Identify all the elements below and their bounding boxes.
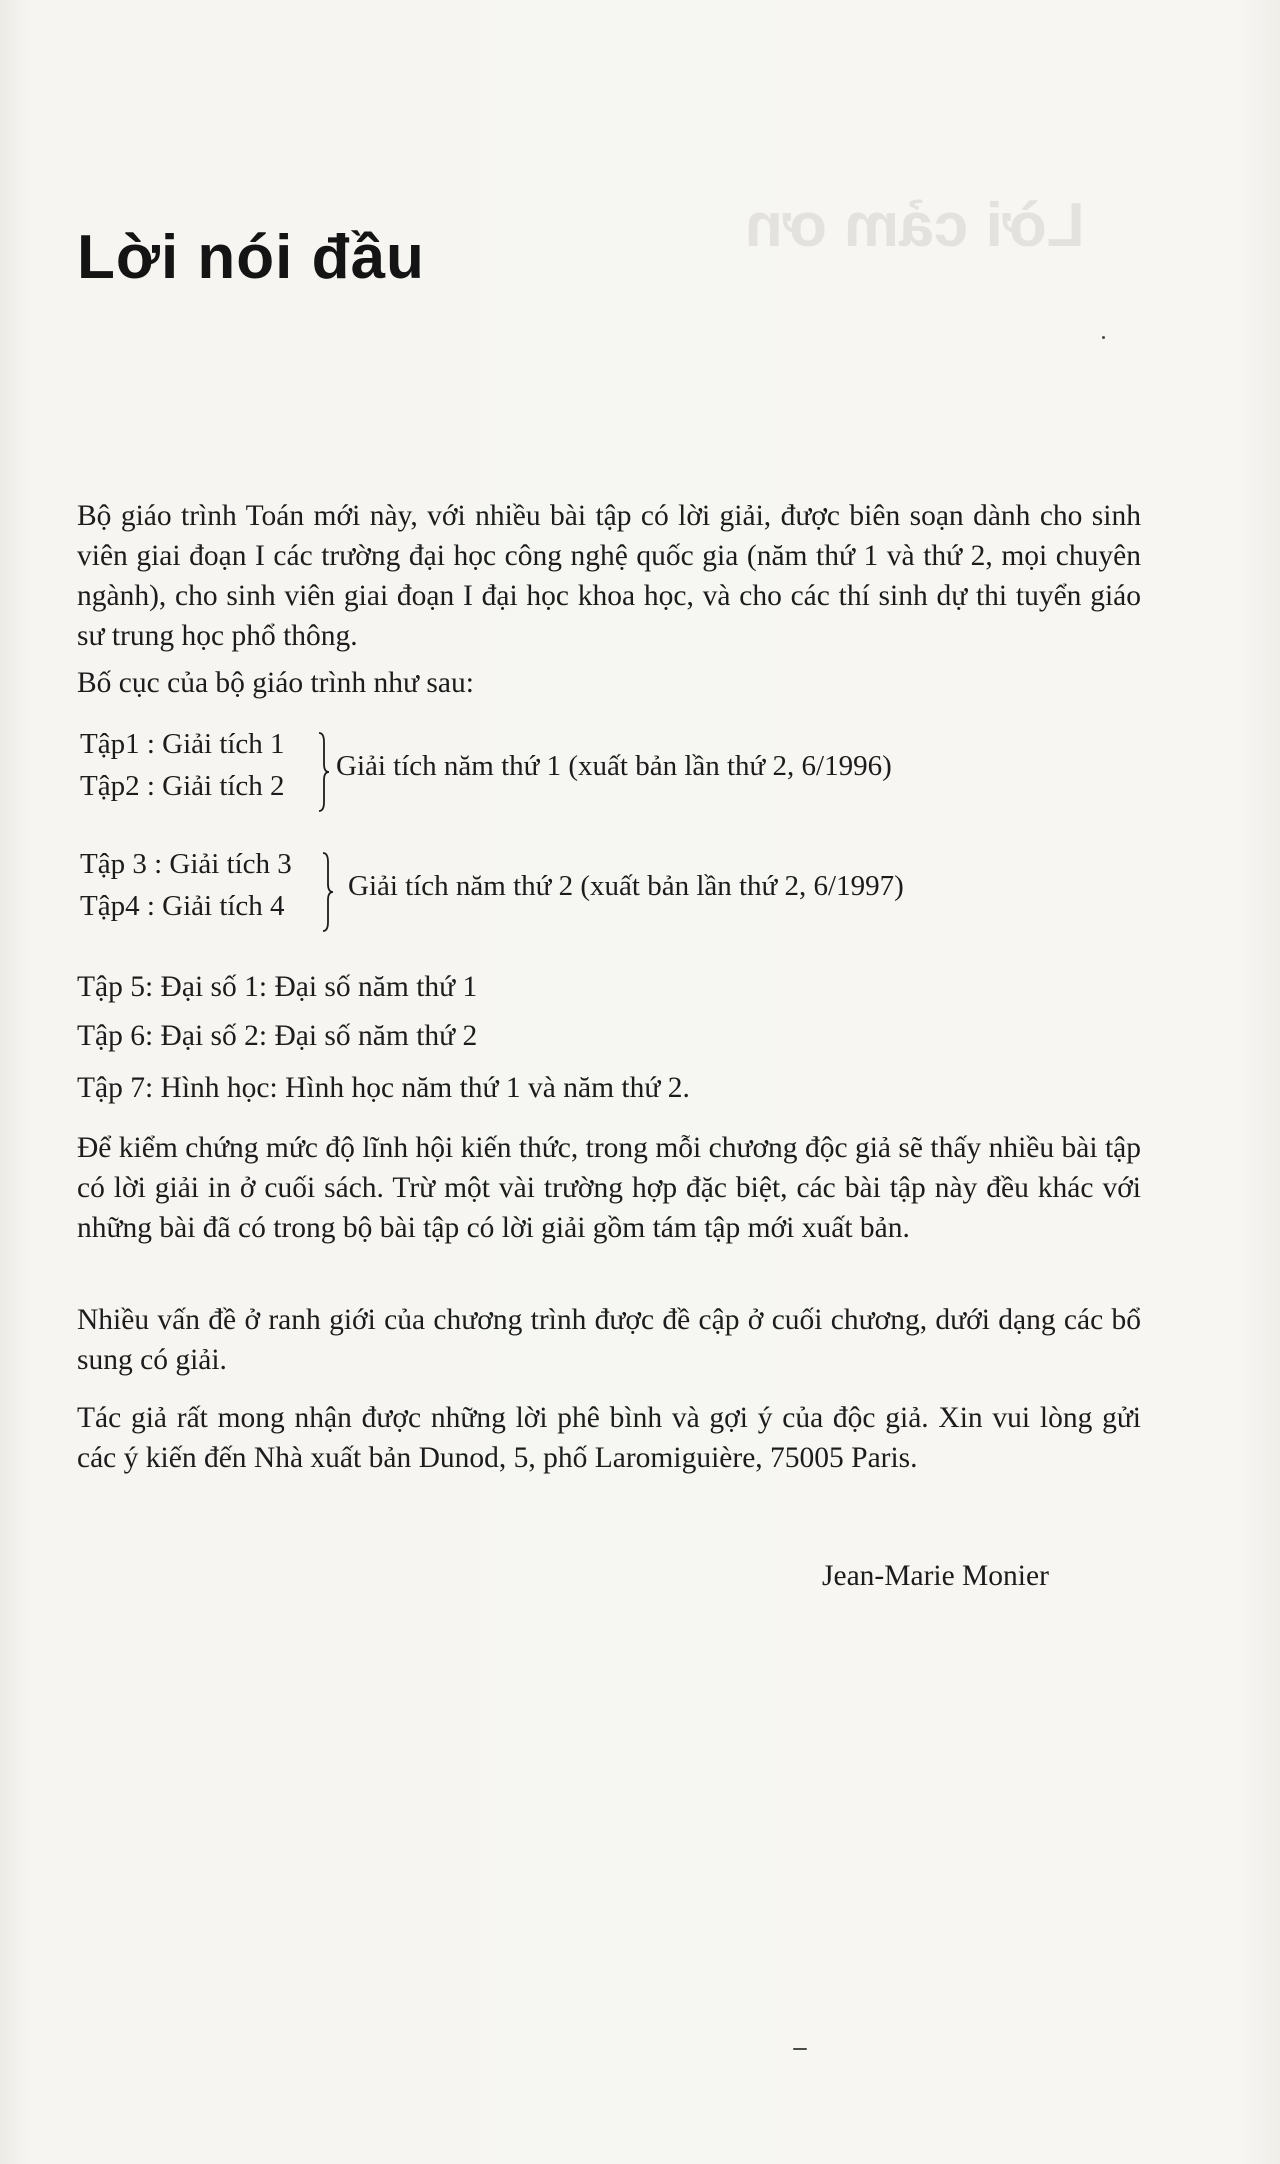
paragraph-exercises: Để kiểm chứng mức độ lĩnh hội kiến thức, trong mỗi chương độc giả sẽ thấy nhiều bài tập có lời giải in ở cuối sách. Trừ một vài trường hợp đặc biệt, các bài tập này đều khác với những bài đã có trong bộ bài tập có lời giải gồm tám tập mới xuất bản. — [77, 1132, 1141, 1244]
print-speck — [793, 2048, 807, 2050]
volume-label: Tập1 : Giải tích 1 — [80, 728, 285, 760]
author-signature: Jean-Marie Monier — [822, 1560, 1049, 1592]
paragraph-supplements: Nhiều vấn đề ở ranh giới của chương trình được đề cập ở cuối chương, dưới dạng các bổ sung có giải. — [77, 1304, 1141, 1376]
bleed-through-heading: Lời cảm ơn — [745, 191, 1085, 260]
volume-group-description: Giải tích năm thứ 1 (xuất bản lần thứ 2, 6/1996) — [336, 750, 892, 782]
volume-line-6: Tập 6: Đại số 2: Đại số năm thứ 2 — [77, 1020, 478, 1052]
volume-label: Tập 3 : Giải tích 3 — [80, 848, 292, 880]
volume-label: Tập2 : Giải tích 2 — [80, 770, 285, 802]
structure-heading: Bố cục của bộ giáo trình như sau: — [77, 667, 474, 699]
volume-line-5: Tập 5: Đại số 1: Đại số năm thứ 1 — [77, 971, 478, 1003]
volume-line-7: Tập 7: Hình học: Hình học năm thứ 1 và năm thứ 2. — [77, 1072, 690, 1104]
page-title: Lời nói đầu — [77, 223, 425, 292]
print-speck — [1102, 336, 1105, 339]
intro-paragraph: Bộ giáo trình Toán mới này, với nhiều bài tập có lời giải, được biên soạn dành cho sinh viên giai đoạn I các trường đại học công nghệ quốc gia (năm thứ 1 và thứ 2, mọi chuyên ngành), cho sinh viên giai đoạn I đại học khoa học, và cho các thí sinh dự thi tuyển giáo sư trung học phổ thông. — [77, 500, 1141, 652]
volume-label: Tập4 : Giải tích 4 — [80, 890, 285, 922]
curly-brace — [322, 852, 334, 932]
curly-brace — [318, 732, 330, 812]
paragraph-contact: Tác giả rất mong nhận được những lời phê bình và gợi ý của độc giả. Xin vui lòng gửi các ý kiến đến Nhà xuất bản Dunod, 5, phố Laromiguière, 75005 Paris. — [77, 1402, 1141, 1474]
volume-group-description: Giải tích năm thứ 2 (xuất bản lần thứ 2, 6/1997) — [348, 870, 904, 902]
